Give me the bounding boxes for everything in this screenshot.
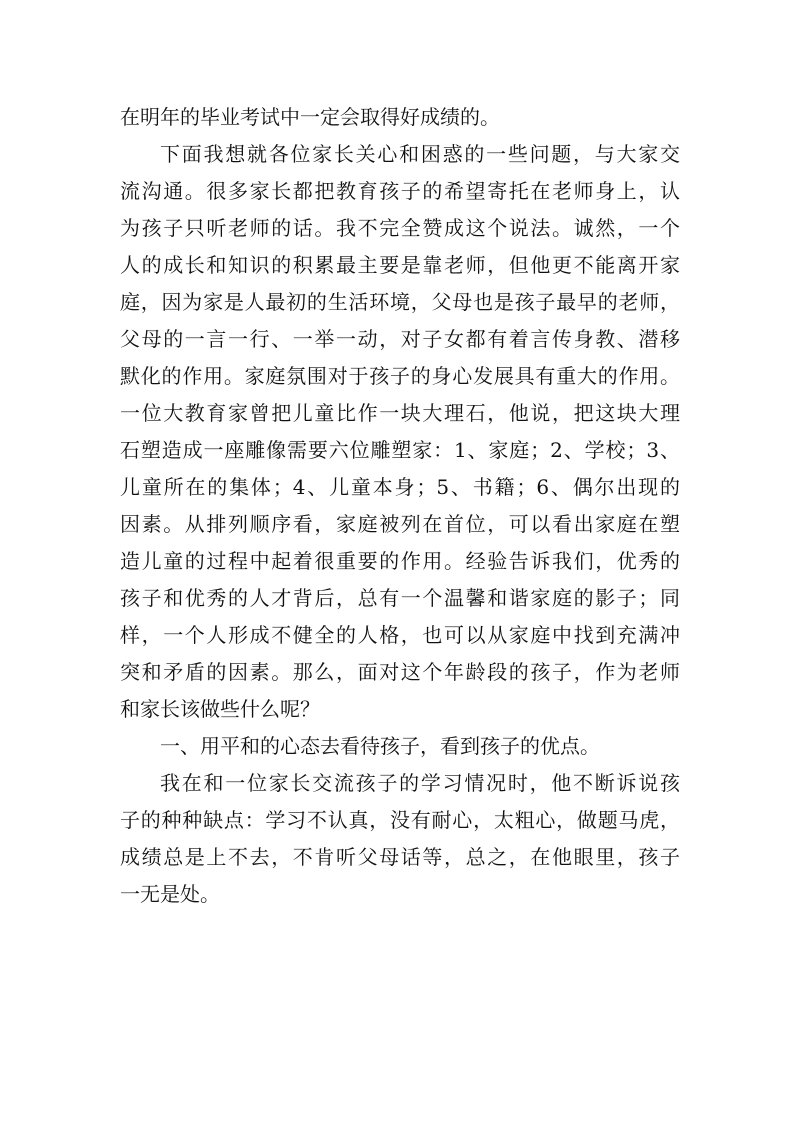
- text-line: 庭，因为家是人最初的生活环境，父母也是孩子最早的老师，: [120, 290, 680, 314]
- text-line: 下面我想就各位家长关心和困惑的一些问题，与大家交: [160, 142, 680, 166]
- text-line: 一位大教育家曾把儿童比作一块大理石，他说，把这块大理: [120, 401, 680, 425]
- text-line: 突和矛盾的因素。那么，面对这个年龄段的孩子，作为老师: [120, 660, 680, 684]
- text-line: 孩子和优秀的人才背后，总有一个温馨和谐家庭的影子；同: [120, 586, 680, 610]
- text-line: 我在和一位家长交流孩子的学习情况时，他不断诉说孩: [160, 771, 680, 795]
- text-line: 一无是处。: [120, 882, 220, 906]
- text-line: 和家长该做些什么呢？: [120, 697, 320, 721]
- text-line: 人的成长和知识的积累最主要是靠老师，但他更不能离开家: [120, 253, 680, 277]
- document-body: [120, 99, 680, 913]
- text-line: 造儿童的过程中起着很重要的作用。经验告诉我们，优秀的: [120, 549, 680, 573]
- text-line: 子的种种缺点：学习不认真，没有耐心，太粗心，做题马虎，: [120, 808, 680, 832]
- text-line: 默化的作用。家庭氛围对于孩子的身心发展具有重大的作用。: [120, 364, 680, 388]
- section-heading: 一、用平和的心态去看待孩子，看到孩子的优点。: [160, 734, 600, 758]
- text-line: 石塑造成一座雕像需要六位雕塑家：1、家庭；2、学校；3、: [120, 438, 680, 462]
- text-line: 因素。从排列顺序看，家庭被列在首位，可以看出家庭在塑: [120, 512, 680, 536]
- text-line: 为孩子只听老师的话。我不完全赞成这个说法。诚然，一个: [120, 216, 680, 240]
- text-line: 样，一个人形成不健全的人格，也可以从家庭中找到充满冲: [120, 623, 680, 647]
- text-line: 在明年的毕业考试中一定会取得好成绩的。: [120, 105, 500, 129]
- text-line: 父母的一言一行、一举一动，对子女都有着言传身教、潜移: [120, 327, 680, 351]
- text-line: 流沟通。很多家长都把教育孩子的希望寄托在老师身上，认: [120, 179, 680, 203]
- text-line: 儿童所在的集体；4、儿童本身；5、书籍；6、偶尔出现的: [120, 475, 680, 499]
- text-line: 成绩总是上不去，不肯听父母话等，总之，在他眼里，孩子: [120, 845, 680, 869]
